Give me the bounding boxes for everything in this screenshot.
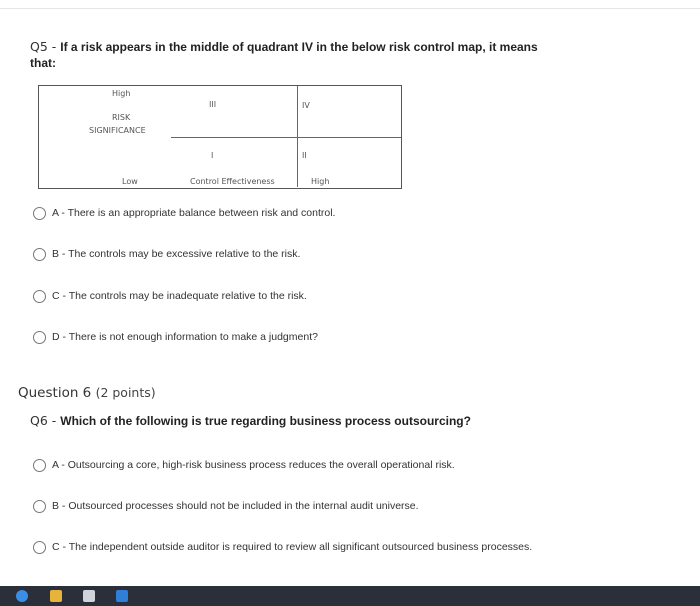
store-icon[interactable] <box>83 590 95 602</box>
q5-option-c-label[interactable]: C - The controls may be inadequate relative to the risk. <box>52 290 307 302</box>
q6-option-a[interactable] <box>33 456 455 474</box>
map-quadrant-III-label: III <box>209 100 217 109</box>
radio-button-icon[interactable] <box>33 248 46 261</box>
q6-option-b[interactable] <box>33 497 419 515</box>
question-6-heading <box>18 385 156 401</box>
q5-option-a-label[interactable]: A - There is an appropriate balance between risk and control. <box>52 207 336 219</box>
radio-button-icon[interactable] <box>33 331 46 344</box>
q6-text: Which of the following is true regarding business process outsourcing? <box>60 414 471 428</box>
q5-number: Q5 - <box>30 39 61 54</box>
question-6-points: (2 points) <box>95 385 156 400</box>
map-y-axis-label-line2: SIGNIFICANCE <box>89 126 146 135</box>
map-y-axis-label-line1: RISK <box>112 113 131 122</box>
map-x-low-label: Low <box>122 177 138 186</box>
windows-icon[interactable] <box>16 590 28 602</box>
mail-icon[interactable] <box>116 590 128 602</box>
map-x-high-label: High <box>311 177 330 186</box>
q6-number: Q6 - <box>30 413 61 428</box>
map-horizontal-divider <box>171 137 401 138</box>
map-x-axis-label: Control Effectiveness <box>190 177 275 186</box>
q6-prompt <box>30 413 471 429</box>
radio-button-icon[interactable] <box>33 207 46 220</box>
radio-button-icon[interactable] <box>33 541 46 554</box>
top-divider <box>0 8 700 9</box>
q5-option-c[interactable] <box>33 287 307 305</box>
map-y-high-label: High <box>112 89 131 98</box>
file-explorer-icon[interactable] <box>50 590 62 602</box>
radio-button-icon[interactable] <box>33 459 46 472</box>
q5-prompt-continued <box>30 55 56 71</box>
map-quadrant-II-label: II <box>302 151 307 160</box>
q6-option-a-label[interactable]: A - Outsourcing a core, high-risk business process reduces the overall operational risk. <box>52 459 455 471</box>
q5-text-continued: that: <box>30 56 56 70</box>
radio-button-icon[interactable] <box>33 500 46 513</box>
q5-option-d[interactable] <box>33 328 318 346</box>
q5-text: If a risk appears in the middle of quadrant IV in the below risk control map, it means <box>60 40 538 54</box>
q5-prompt <box>30 39 538 55</box>
risk-control-map <box>38 85 402 189</box>
q5-option-b[interactable] <box>33 245 300 263</box>
question-6-title: Question 6 <box>18 385 92 401</box>
map-quadrant-I-label: I <box>211 151 214 160</box>
q5-option-a[interactable] <box>33 204 335 222</box>
q5-option-d-label[interactable]: D - There is not enough information to make a judgment? <box>52 331 318 343</box>
q6-option-c-label[interactable]: C - The independent outside auditor is required to review all significant outsourced business processes. <box>52 541 533 553</box>
radio-button-icon[interactable] <box>33 290 46 303</box>
taskbar <box>0 586 700 606</box>
q6-option-b-label[interactable]: B - Outsourced processes should not be included in the internal audit universe. <box>52 500 419 512</box>
q5-option-b-label[interactable]: B - The controls may be excessive relative to the risk. <box>52 248 301 260</box>
map-quadrant-IV-label: IV <box>302 101 310 110</box>
